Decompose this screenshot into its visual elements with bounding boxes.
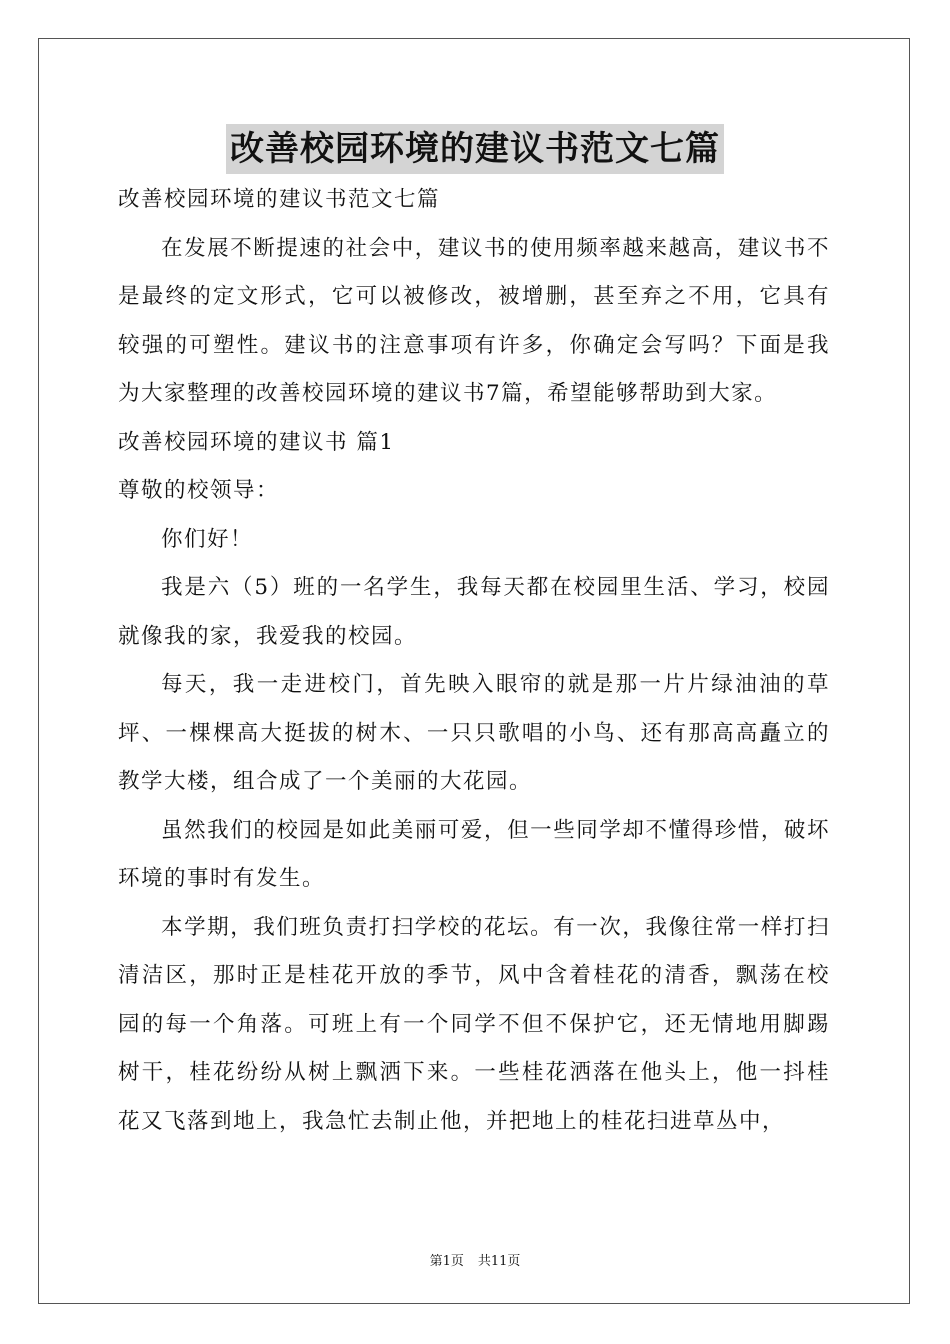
paragraph: 我是六（5）班的一名学生，我每天都在校园里生活、学习，校园就像我的家，我爱我的校园。 [118, 575, 830, 649]
paragraph: 虽然我们的校园是如此美丽可爱，但一些同学却不懂得珍惜，破坏环境的事时有发生。 [118, 817, 830, 891]
document-body [118, 176, 830, 1146]
title-container [0, 124, 950, 174]
paragraph: 本学期，我们班负责打扫学校的花坛。有一次，我像往常一样打扫清洁区，那时正是桂花开放的季节，风中含着桂花的清香，飘荡在校园的每一个角落。可班上有一个同学不但不保护它，还无情地用脚踢树干，桂花纷纷从树上飘洒下来。一些桂花洒落在他头上，他一抖桂花又飞落到地上，我急忙去制止他，并把地上的桂花扫进草丛中， [118, 914, 830, 1134]
page-total: 共11页 [477, 1254, 521, 1269]
paragraph: 尊敬的校领导： [118, 478, 280, 503]
paragraph: 每天，我一走进校门，首先映入眼帘的就是那一片片绿油油的草坪、一棵棵高大挺拔的树木、一只只歌唱的小鸟、还有那高高矗立的教学大楼，组合成了一个美丽的大花园。 [118, 672, 830, 794]
paragraph: 改善校园环境的建议书范文七篇 [118, 187, 441, 212]
page-footer [0, 1250, 950, 1269]
paragraph: 改善校园环境的建议书 篇1 [118, 429, 395, 455]
page-number: 第1页 [429, 1254, 464, 1269]
paragraph: 你们好！ [161, 526, 254, 552]
document-title: 改善校园环境的建议书范文七篇 [226, 124, 724, 174]
paragraph: 在发展不断提速的社会中，建议书的使用频率越来越高，建议书不是最终的定文形式，它可以被修改，被增删，甚至弃之不用，它具有较强的可塑性。建议书的注意事项有许多，你确定会写吗？下面是我为大家整理的改善校园环境的建议书7篇，希望能够帮助到大家。 [118, 235, 830, 406]
